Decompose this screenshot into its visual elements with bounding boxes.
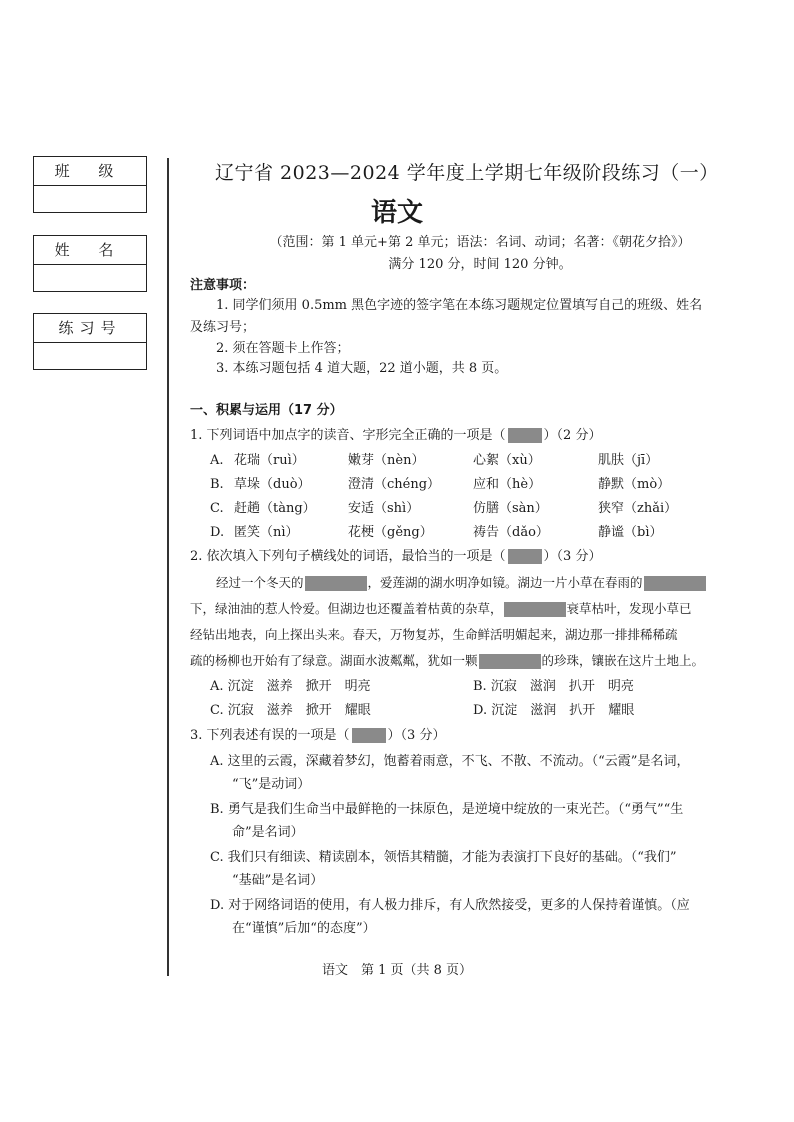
note-2: 2. 须在答题卡上作答； [216,341,350,356]
q3-option-c-line1: C. 我们只有细读、精读剧本，领悟其精髓，才能为表演打下良好的基础。（“我们” [210,850,677,865]
q3-option-d-line2: 在“谨慎”后加“的态度”） [232,921,376,936]
q1-b-label: B. [210,477,224,492]
q2-blank-4 [479,654,541,669]
q2-blank-1 [305,576,367,591]
q2-p4a: 疏的杨柳也开始有了绿意。湖面水波粼粼，犹如一颗 [190,653,478,668]
note-1a: 1. 同学们须用 0.5mm 黑色字迹的签字笔在本练习题规定位置填写自己的班级、姓名 [216,298,703,313]
q1-d-label: D. [210,525,225,540]
q2-passage-line-3: 经钻出地表，向上探出头来。春天，万物复苏，生命鲜活明媚起来，湖边那一排排稀稀疏 [190,627,678,642]
q2-option-a: A. 沉淀 滋养 掀开 明亮 [210,679,371,694]
q1-a-4: 肌肤（jī） [598,453,659,468]
q1-row-d [210,524,663,542]
q2-p1a: 经过一个冬天的 [216,575,304,590]
q1-stem [190,427,601,445]
q3-stem-a: 3. 下列表述有误的一项是（ [190,728,350,743]
q2-stem-b: ）（3 分） [543,549,602,564]
class-label: 班 级 [34,157,146,186]
exam-title: 辽宁省 2023—2024 学年度上学期七年级阶段练习（一） [215,162,719,184]
scope-text: （范围：第 1 单元+第 2 单元；语法：名词、动词；名著：《朝花夕拾》） [269,235,691,250]
q1-c-1: 赶趟（tàng） [234,501,316,516]
q1-d-1: 匿笑（nì） [234,525,299,540]
q1-a-2: 嫩芽（nèn） [348,453,425,468]
q2-passage-line-2 [190,600,692,618]
q1-c-4: 狭窄（zhǎi） [598,501,678,516]
name-label: 姓 名 [34,236,146,265]
q3-option-b-line2: 命”是名词） [232,825,304,840]
q1-row-b [210,476,671,494]
q3-option-a-line2: “飞”是动词） [232,777,311,792]
number-box [33,313,147,370]
q3-stem [190,727,445,745]
q1-c-label: C. [210,501,224,516]
q1-b-1: 草垛（duò） [234,477,311,492]
q2-stem-a: 2. 依次填入下列句子横线处的词语，最恰当的一项是（ [190,549,506,564]
q1-b-2: 澄清（chéng） [348,477,441,492]
q1-b-3: 应和（hè） [473,477,542,492]
q2-p1b: ，爱莲湖的湖水明净如镜。湖边一片小草在春雨的 [367,575,643,590]
name-box [33,235,147,292]
q1-d-3: 祷告（dǎo） [473,525,549,540]
section1-heading: 一、积累与运用（17 分） [190,403,343,418]
q2-p4b: 的珍珠，镶嵌在这片土地上。 [541,653,705,668]
note-3: 3. 本练习题包括 4 道大题，22 道小题，共 8 页。 [216,361,508,376]
q1-b-4: 静默（mò） [598,477,671,492]
q2-passage-line-1 [216,574,707,592]
q1-d-2: 花梗（gěng） [348,525,433,540]
q1-row-a [210,452,659,470]
q1-c-3: 仿膳（sàn） [473,501,548,516]
q2-option-b: B. 沉寂 滋润 扒开 明亮 [473,679,634,694]
q1-a-label: A. [210,453,224,468]
q1-stem-a: 1. 下列词语中加点字的读音、字形完全正确的一项是（ [190,428,506,443]
divider-line [167,158,169,976]
q3-option-b-line1: B. 勇气是我们生命当中最鲜艳的一抹原色，是逆境中绽放的一束光芒。（“勇气”“生 [210,802,684,817]
q2-stem [190,548,601,566]
q2-blank-3 [504,602,566,617]
q1-stem-b: ）（2 分） [543,428,602,443]
q3-option-a-line1: A. 这里的云霞，深藏着梦幻，饱蓄着雨意，不飞、不散、不流动。（“云霞”是名词， [210,754,690,769]
q1-a-3: 心絮（xù） [473,453,541,468]
notes-heading: 注意事项： [190,278,256,293]
subject-title: 语文 [370,198,423,228]
q3-option-c-line2: “基础”是名词） [232,873,324,888]
q1-c-2: 安适（shì） [348,501,420,516]
q1-row-c [210,500,678,518]
score-time-text: 满分 120 分，时间 120 分钟。 [388,257,572,272]
q3-option-d-line1: D. 对于网络词语的使用，有人极力排斥，有人欣然接受，更多的人保持着谨慎。（应 [210,898,690,913]
q2-p2a: 下，绿油油的惹人怜爱。但湖边也还覆盖着枯黄的杂草， [190,601,503,616]
q3-answer-blank [352,728,386,743]
q3-stem-b: ）（3 分） [387,728,446,743]
q1-answer-blank [508,428,542,443]
q2-answer-blank [508,549,542,564]
q2-blank-2 [644,576,706,591]
number-label: 练习号 [34,314,146,343]
q1-a-1: 花瑞（ruì） [234,453,305,468]
q2-option-c: C. 沉寂 滋养 掀开 耀眼 [210,703,371,718]
page-footer: 语文 第 1 页（共 8 页） [321,963,473,978]
note-1b: 及练习号； [190,320,256,335]
q2-passage-line-4 [190,652,704,670]
q2-option-d: D. 沉淀 滋润 扒开 耀眼 [473,703,635,718]
q2-p2b: 衰草枯叶，发现小草已 [566,601,692,616]
q1-d-4: 静谧（bì） [598,525,663,540]
